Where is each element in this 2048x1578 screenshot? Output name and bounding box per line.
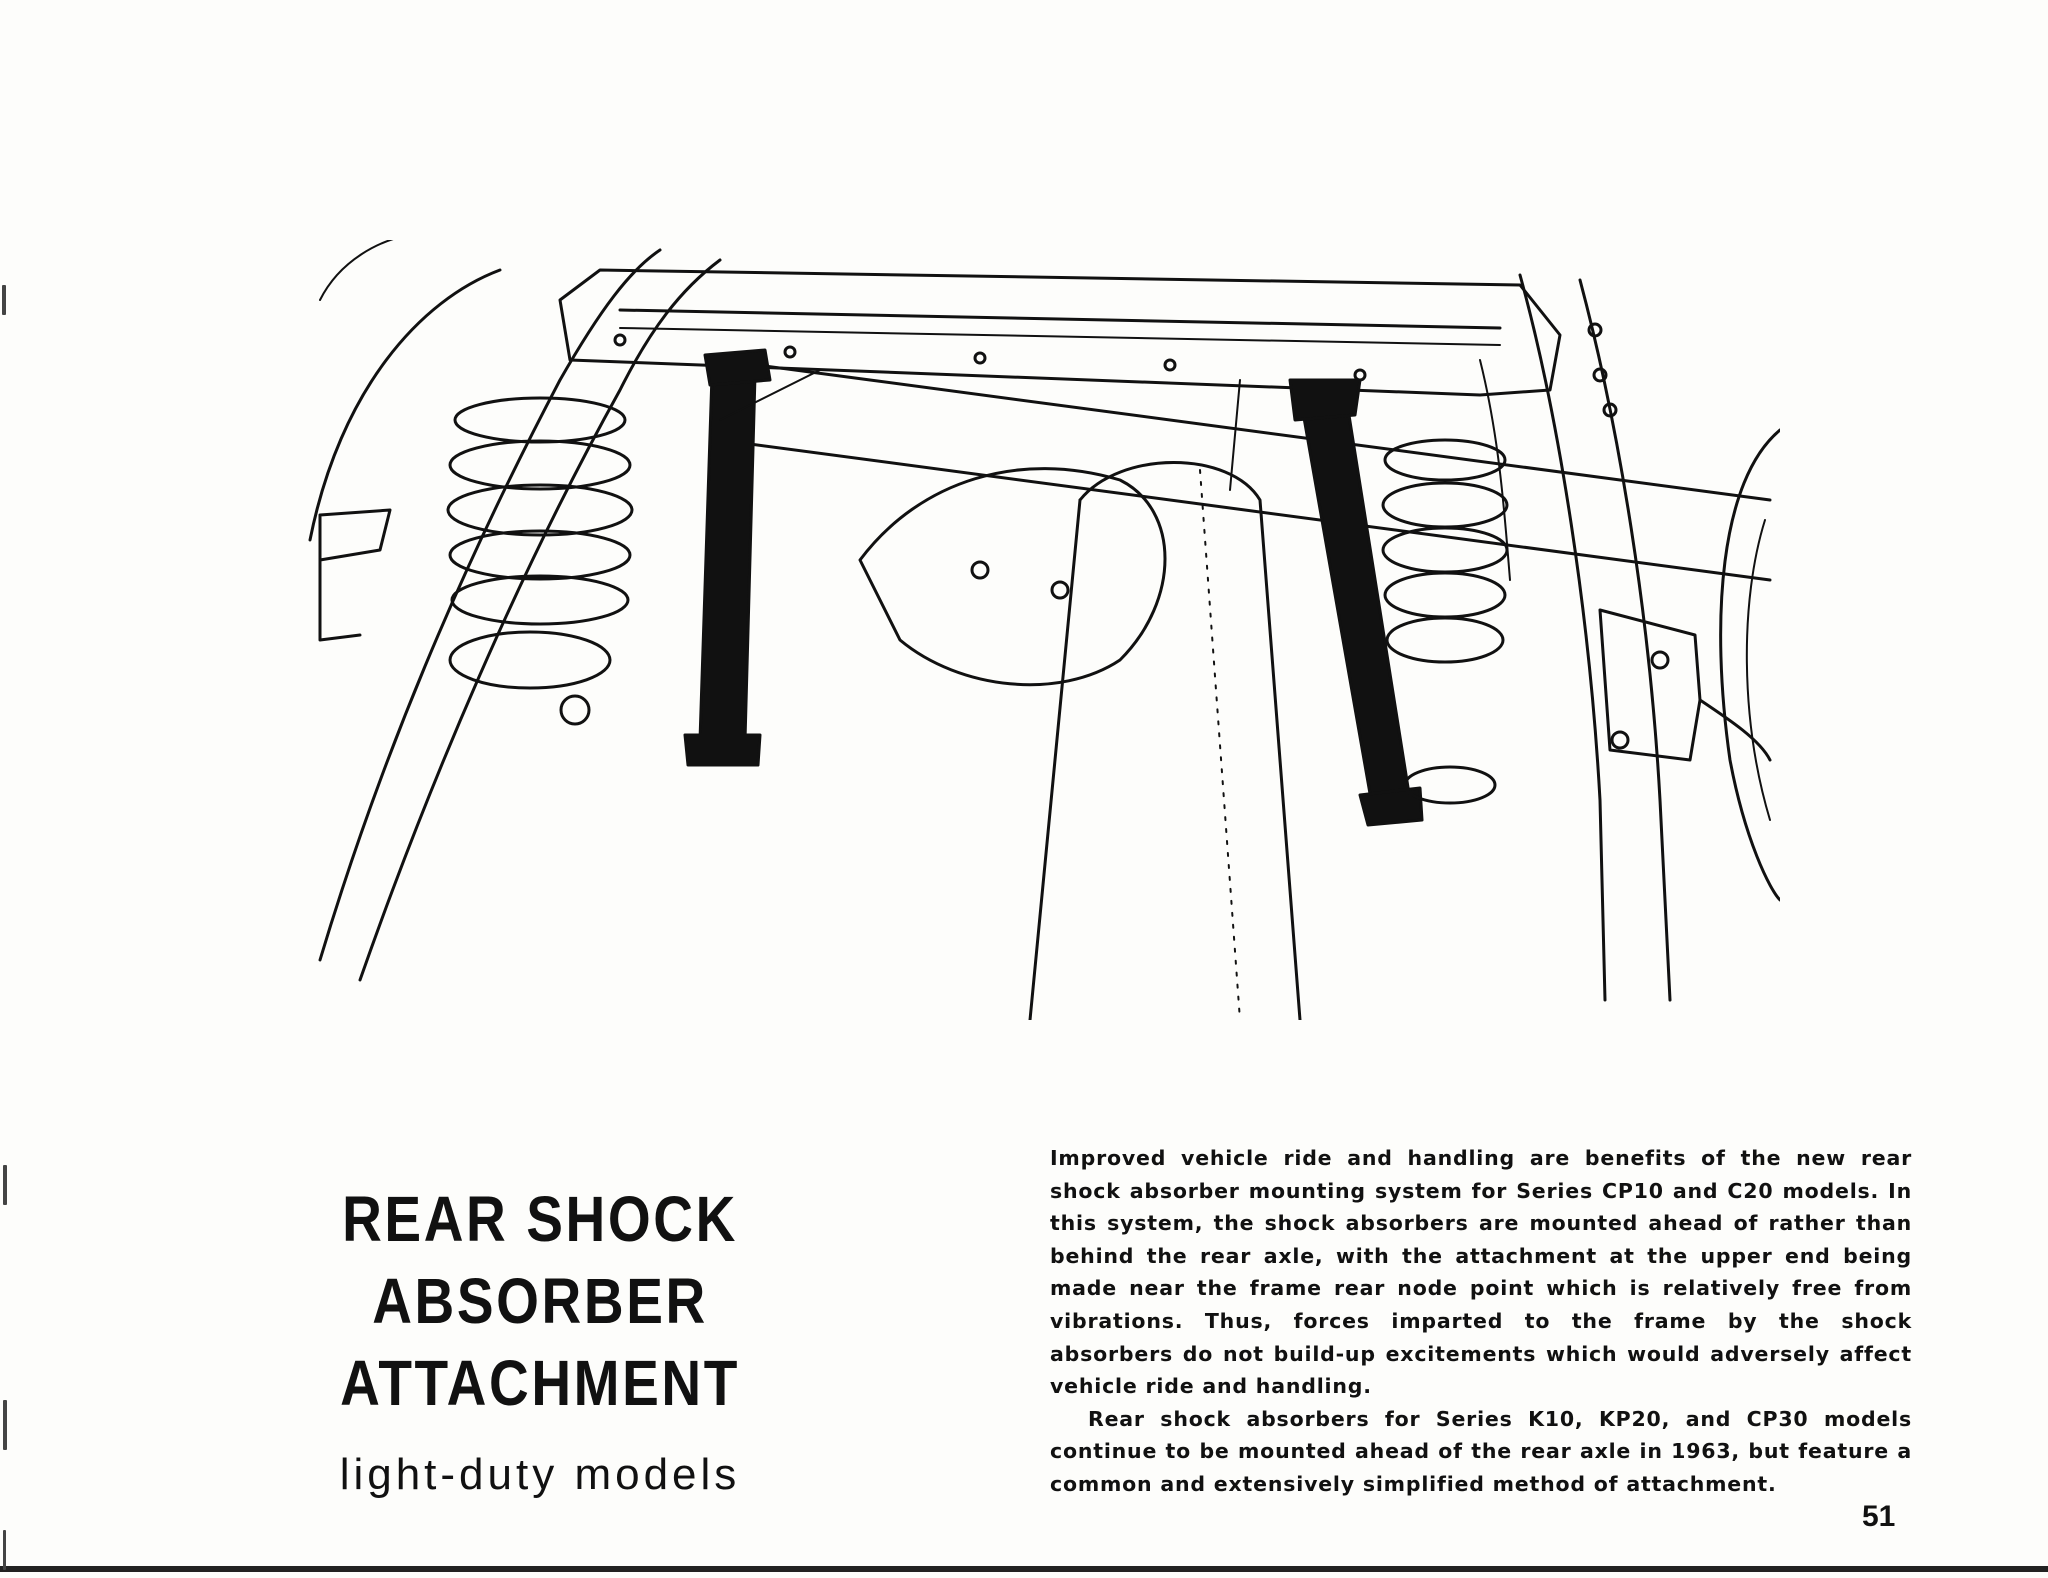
page-title: REAR SHOCK ABSORBER	[342, 1183, 738, 1337]
rear-suspension-illustration	[300, 240, 1780, 1020]
page-number: 51	[1862, 1500, 1896, 1533]
scan-speck	[3, 1530, 6, 1570]
page-subtitle: light-duty models	[339, 1450, 741, 1499]
scan-speck	[3, 1400, 7, 1450]
paragraph: Rear shock absorbers for Series K10, KP20, and CP30 models continue to be mounted ahead of the rear axle in 1963, but feature a common and extensively simplified method of attachment.	[1050, 1406, 1912, 1496]
differential	[860, 469, 1165, 685]
left-bracket	[320, 510, 390, 560]
drive-shaft	[1080, 463, 1300, 1021]
left-coil-spring	[448, 398, 632, 724]
right-frame-rail	[1520, 275, 1605, 1000]
bottom-rule	[0, 1566, 2048, 1572]
rear-axle	[720, 360, 1770, 500]
heading-block	[150, 1178, 930, 1500]
scan-speck	[3, 1165, 7, 1205]
left-tire	[310, 270, 500, 540]
paragraph: Improved vehicle ride and handling are benefits of the new rear shock absorber mounting system for Series CP10 and C20 models. In this system, the shock absorbers are mounted ahead of rather than behind the rear axle, with the attachment at the upper end being made near the frame rear node point which is relatively free from vibrations. Thus, forces imparted to the frame by the shock absorbers do not build-up excitements which would adversely affect vehicle ride and handling.	[1050, 1146, 1912, 1399]
left-shock-absorber	[685, 350, 770, 765]
page-title-line2: ATTACHMENT	[340, 1347, 740, 1419]
left-frame-rail	[320, 250, 660, 960]
body-text	[1050, 1142, 1912, 1501]
scan-speck	[2, 285, 6, 315]
